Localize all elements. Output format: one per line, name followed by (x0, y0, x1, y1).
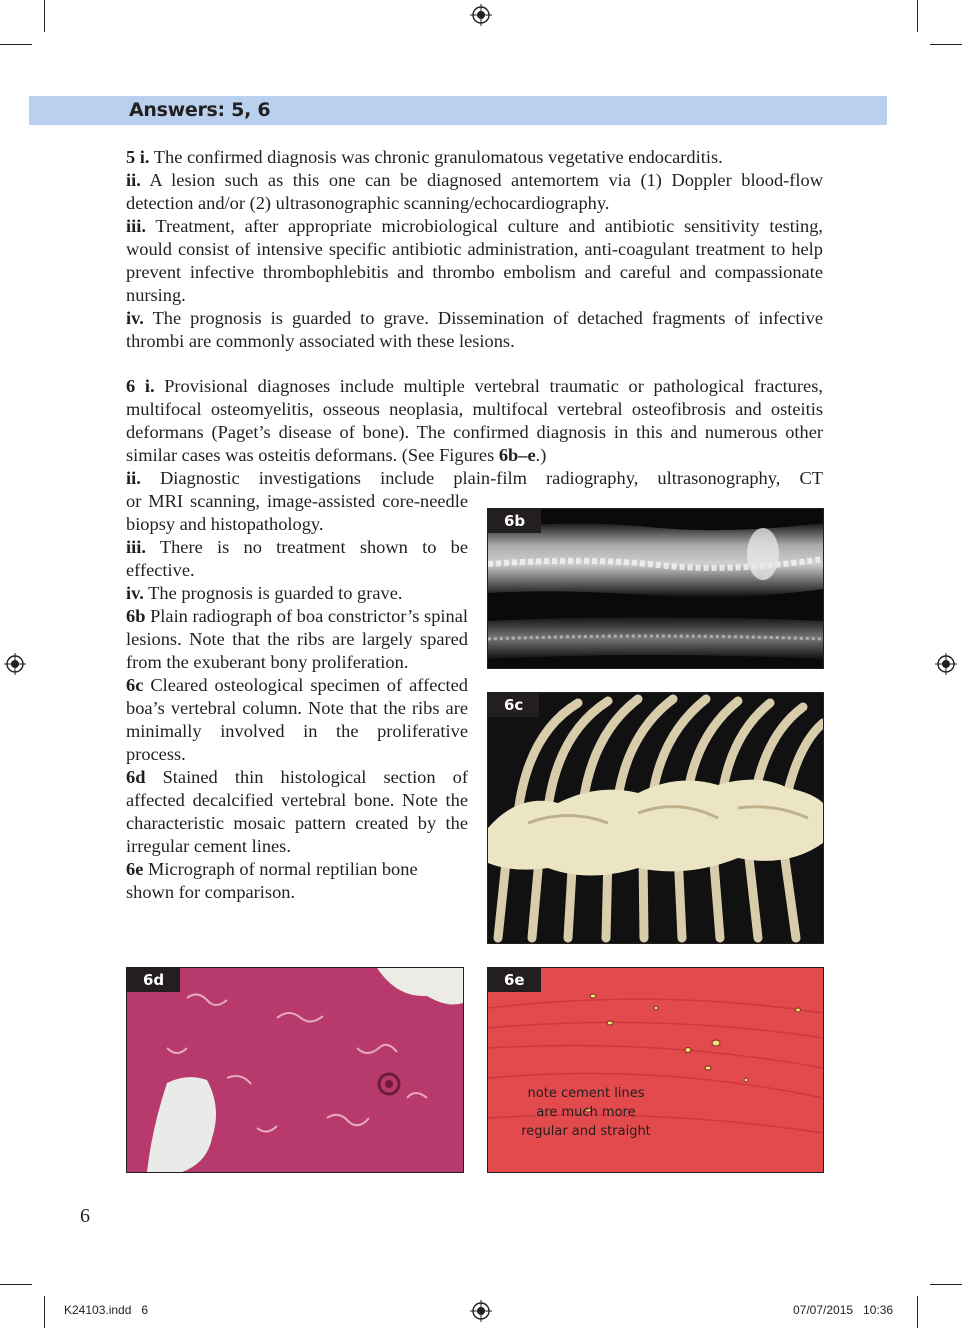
item-text: Diagnostic investigations include plain-film radiography, ultrasonography, CT (159, 468, 823, 488)
registration-mark-icon (4, 653, 26, 675)
caption-text: Plain radiograph of boa constrictor’s spinal lesions. Note that the ribs are largely spared from the exuberant bony proliferation. (126, 606, 468, 672)
caption-id: 6b (126, 606, 146, 626)
section-header-band (29, 96, 887, 125)
page-number: 6 (80, 1205, 90, 1227)
registration-mark-icon (470, 4, 492, 26)
figure-6e-micrograph (487, 967, 824, 1173)
page-title: Answers: 5, 6 (129, 99, 271, 121)
item-number: iv. (126, 308, 144, 328)
item-text: The prognosis is guarded to grave. Dissemination of detached fragments of infective thrombi are commonly associated with these lesions. (126, 308, 824, 351)
micrograph-image (488, 968, 823, 1172)
item-text: The prognosis is guarded to grave. (148, 583, 403, 603)
caption-text: Micrograph of normal reptilian bone shown for comparison. (126, 859, 418, 902)
answer-5 (126, 146, 823, 353)
crop-mark (930, 44, 962, 45)
item-number: ii. (126, 170, 141, 190)
crop-mark (917, 1296, 918, 1328)
figure-6c-specimen (487, 692, 824, 944)
figure-annotation: note cement lines are much more regular and straight (521, 1086, 651, 1139)
answer-6-i (126, 375, 823, 467)
caption-text: Cleared osteological specimen of affected boa’s vertebral column. Note that the ribs are minimally involved in the proliferative process. (126, 675, 468, 764)
item-text: .) (535, 445, 547, 465)
caption-id: 6e (126, 859, 144, 879)
item-text: The confirmed diagnosis was chronic granulomatous vegetative endocarditis. (153, 147, 723, 167)
answer-5-iii (126, 215, 823, 307)
caption-6b (126, 605, 468, 674)
crop-mark (930, 1284, 962, 1285)
caption-text: Stained thin histological section of affected decalcified vertebral bone. Note the characteristic mosaic pattern created by the irregular cement lines. (126, 767, 468, 856)
slug-date: 07/07/2015 10:36 (793, 1303, 894, 1317)
answer-6-iii (126, 536, 468, 582)
caption-id: 6d (126, 767, 146, 787)
figure-label: 6e (488, 968, 541, 992)
crop-mark (44, 1296, 45, 1328)
crop-mark (0, 1284, 32, 1285)
item-text: There is no treatment shown to be effective. (126, 537, 469, 580)
crop-mark (917, 0, 918, 32)
registration-mark-icon (470, 1300, 492, 1322)
item-text: A lesion such as this one can be diagnosed antemortem via (1) Doppler blood-flow detection and/or (2) ultrasonographic scanning/echocardiography. (126, 170, 823, 213)
crop-mark (0, 44, 32, 45)
item-number: ii. (126, 468, 141, 488)
item-number: 5 i. (126, 147, 150, 167)
item-text: Provisional diagnoses include multiple vertebral traumatic or pathological fractures, multifocal osteomyelitis, osseous neoplasia, multifocal vertebral osteofibrosis and osteitis deformans (Paget’s disease of bone). The confirmed diagnosis in this and numerous other similar cases was osteitis deformans. (See Figures (126, 376, 823, 465)
figure-6b-radiograph (487, 508, 824, 669)
item-number: iii. (126, 537, 146, 557)
histology-image (127, 968, 463, 1172)
caption-6c (126, 674, 468, 766)
figure-label: 6d (127, 968, 180, 992)
item-number: 6 i. (126, 376, 155, 396)
answer-5-i (126, 146, 823, 169)
caption-6e (126, 858, 468, 904)
figure-label: 6c (488, 693, 539, 717)
answer-5-ii (126, 169, 823, 215)
caption-id: 6c (126, 675, 144, 695)
slug-file-name: K24103.indd 6 (64, 1303, 149, 1317)
registration-mark-icon (935, 653, 957, 675)
item-number: iii. (126, 216, 146, 236)
specimen-image (488, 693, 823, 943)
item-number: iv. (126, 583, 144, 603)
caption-6d (126, 766, 468, 858)
crop-mark (44, 0, 45, 32)
answer-5-iv (126, 307, 823, 353)
answer-6 (126, 375, 823, 490)
answer-6-ii (126, 467, 823, 490)
figure-label: 6b (488, 509, 541, 533)
figure-6d-histology (126, 967, 464, 1173)
figure-reference: 6b–e (498, 445, 536, 465)
answer-6-iv (126, 582, 468, 605)
item-text: Treatment, after appropriate microbiological culture and antibiotic sensitivity testing, would consist of intensive specific antibiotic administration, anti-coagulant treatment to help prevent infective thrombophlebitis and thrombo embolism and careful and compassionate nursing. (126, 216, 824, 305)
answer-6-ii-cont: or MRI scanning, image-assisted core-needle biopsy and histopathology. (126, 491, 468, 534)
left-column (126, 490, 468, 904)
